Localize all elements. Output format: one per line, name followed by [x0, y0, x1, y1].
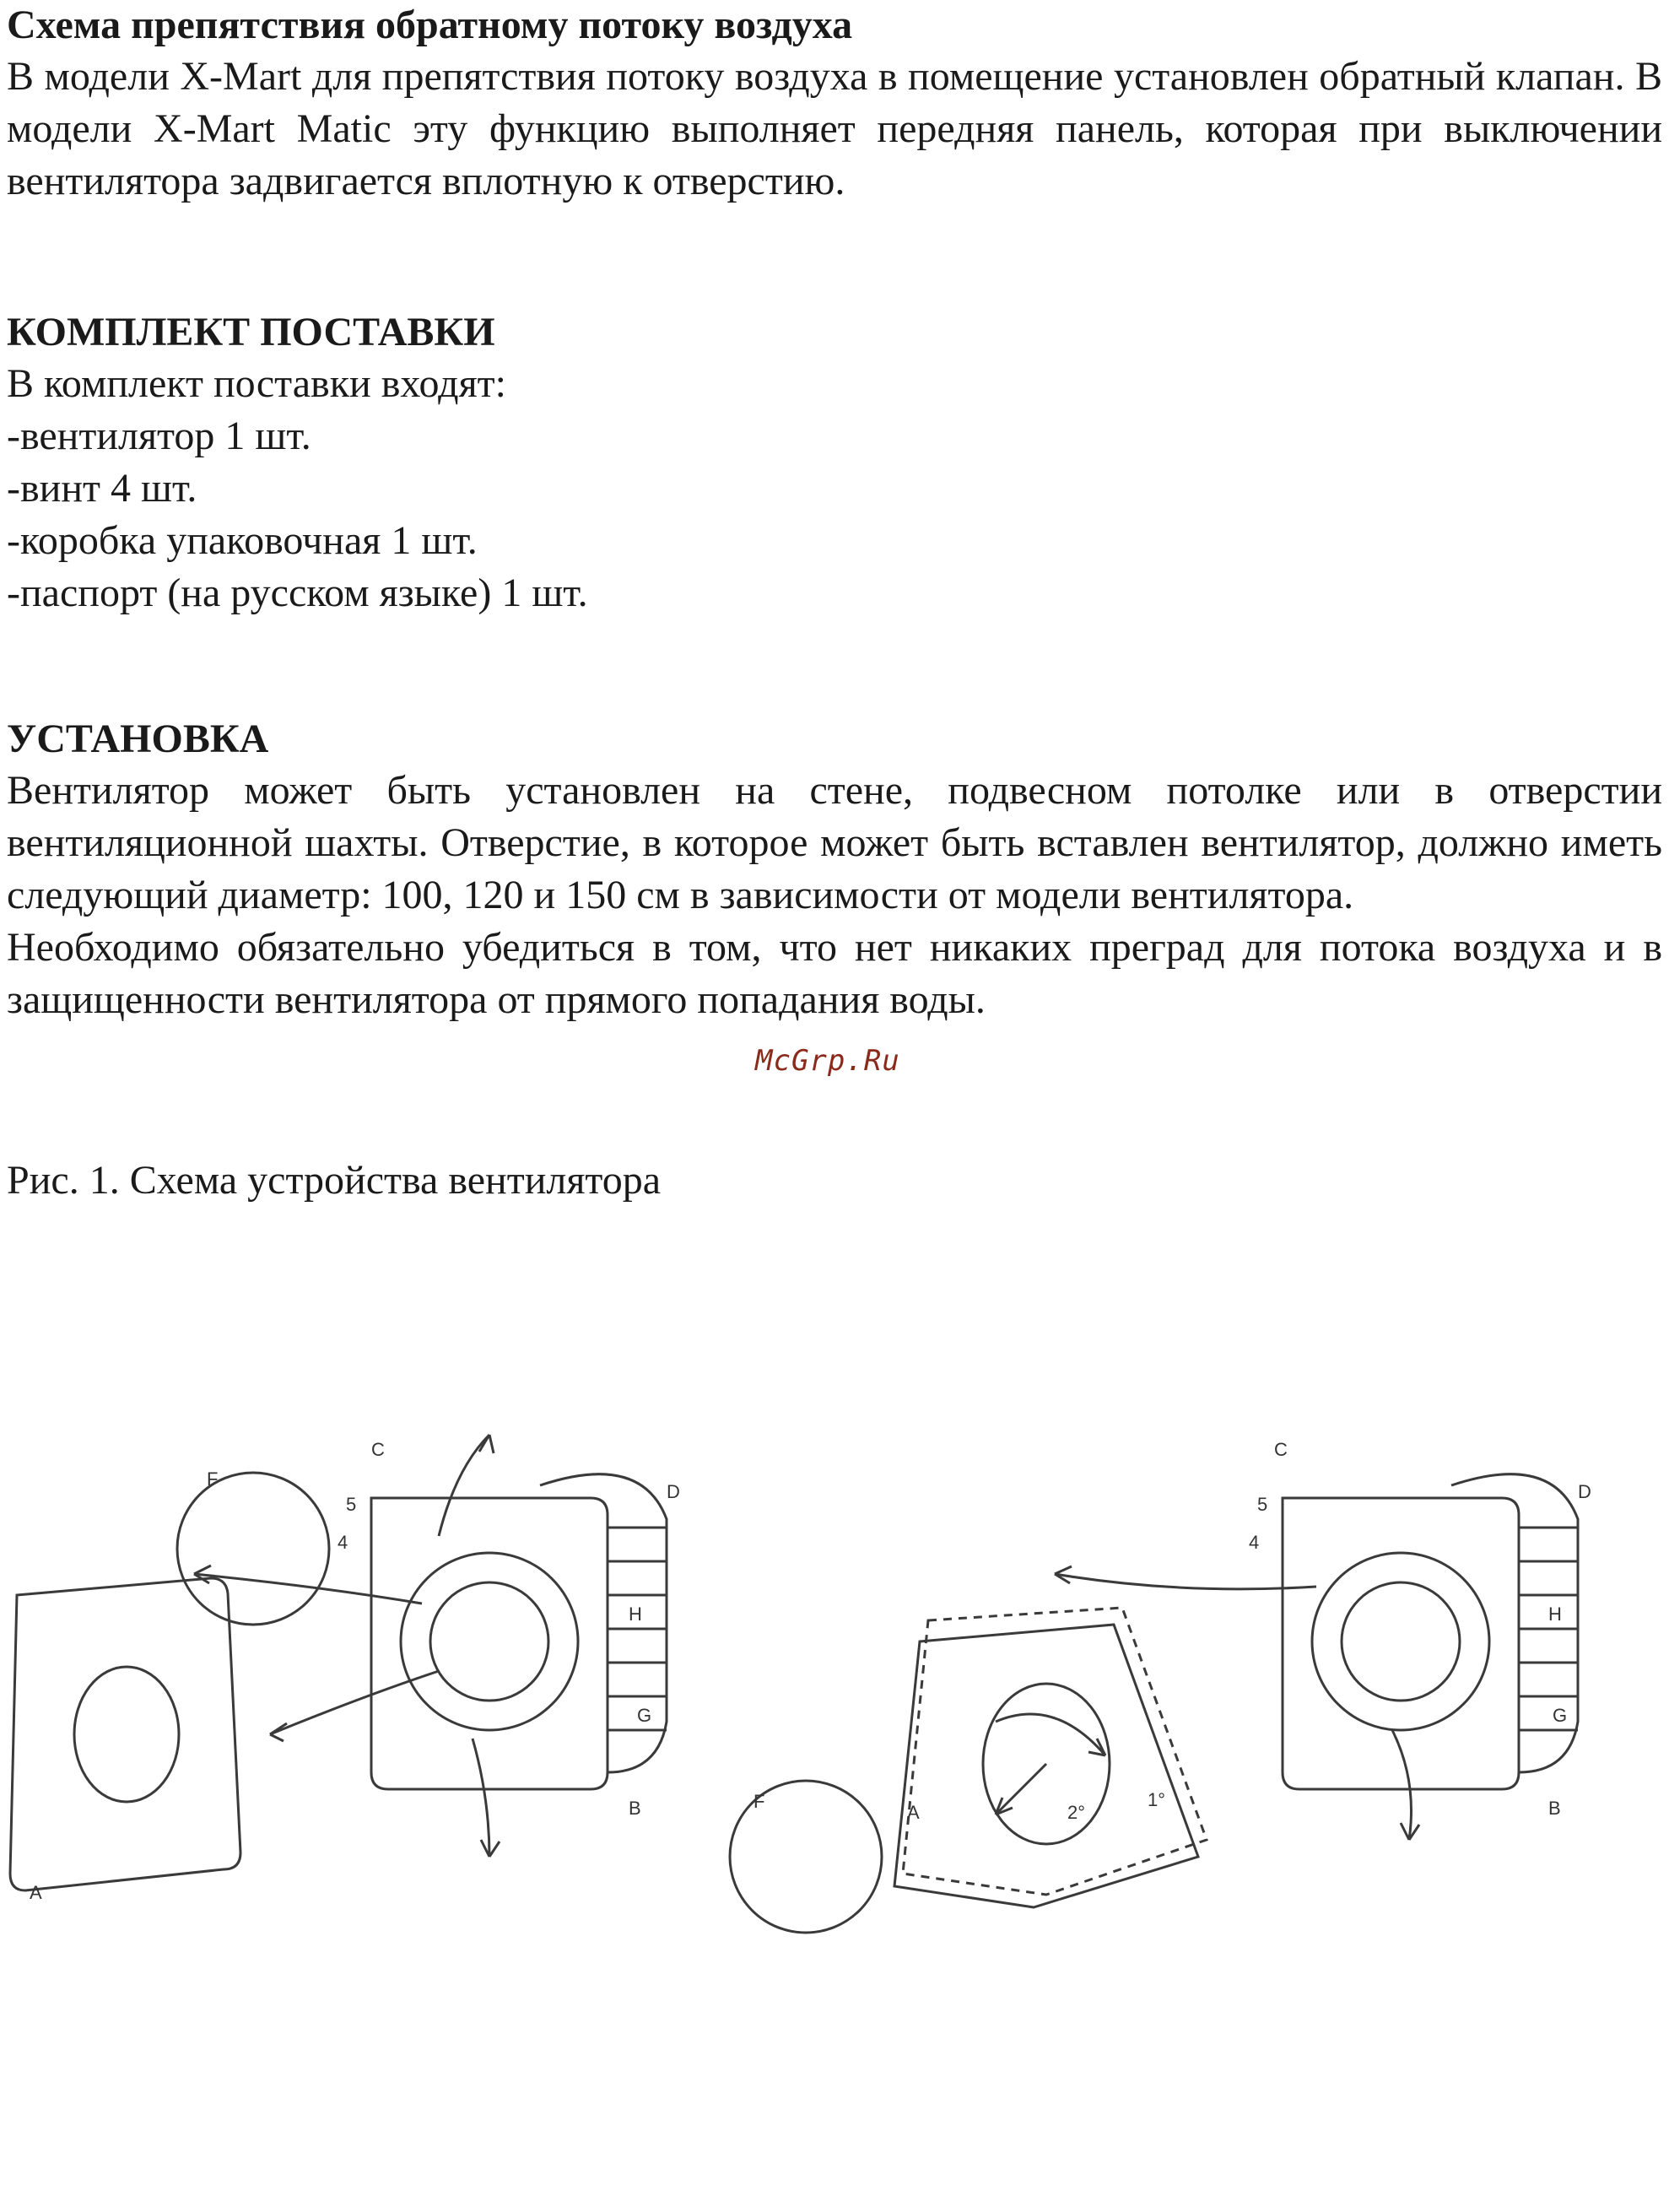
fan-diagram-figure: [0, 1418, 1669, 2212]
left-detail-inset: [177, 1473, 329, 1625]
label-h: H: [629, 1604, 642, 1625]
right-labels: [753, 1439, 1591, 1823]
label-angle-2: 2°: [1067, 1802, 1086, 1823]
installation-paragraph-2: Необходимо обязательно убедиться в том, что нет никаких преград для потока воздуха и в защищенности вентилятора от прямого попадания воды.: [7, 925, 1662, 1022]
package-item: -винт 4 шт.: [7, 466, 197, 511]
package-item: -паспорт (на русском языке) 1 шт.: [7, 571, 588, 615]
package-item: -вентилятор 1 шт.: [7, 414, 311, 458]
label-c: C: [1274, 1439, 1288, 1460]
label-g: G: [1553, 1705, 1568, 1726]
package-list: [7, 410, 1662, 619]
label-a: A: [30, 1882, 42, 1903]
section-title-installation: УСТАНОВКА: [7, 717, 269, 761]
right-fan-housing: [1283, 1474, 1578, 1789]
label-4: 4: [1249, 1532, 1260, 1553]
left-fan-housing: [371, 1474, 667, 1789]
section-title-backflow: Схема препятствия обратному потоку воздуха: [7, 3, 853, 47]
label-a: A: [907, 1802, 920, 1823]
right-rotating-panel: [894, 1608, 1207, 1907]
right-arrows: [996, 1566, 1419, 1840]
label-f: F: [753, 1791, 765, 1812]
label-5: 5: [346, 1494, 357, 1515]
label-b: B: [1548, 1798, 1561, 1819]
section-title-package: КОМПЛЕКТ ПОСТАВКИ: [7, 310, 495, 354]
label-b: B: [629, 1798, 641, 1819]
figure-caption: Рис. 1. Схема устройства вентилятора: [7, 1158, 662, 1203]
label-5: 5: [1257, 1494, 1268, 1515]
watermark-link[interactable]: McGrp.Ru: [755, 1044, 900, 1078]
left-labels: [30, 1439, 680, 1903]
label-d: D: [1578, 1481, 1591, 1502]
fan-diagram: [0, 1418, 1669, 2212]
label-4: 4: [338, 1532, 348, 1553]
backflow-paragraph: В модели X-Mart для препятствия потоку воздуха в помещение установлен обратный клапан. В модели X-Mart Matic эту функцию выполняет передняя панель, которая при выключении вентилятора задвигается вплотную к отверстию.: [7, 54, 1662, 203]
label-d: D: [667, 1481, 680, 1502]
package-item: -коробка упаковочная 1 шт.: [7, 518, 478, 563]
label-c: C: [371, 1439, 385, 1460]
label-h: H: [1548, 1604, 1562, 1625]
right-detail-inset: [730, 1781, 882, 1933]
document-page: [7, 0, 1662, 1026]
left-front-panel: [10, 1578, 240, 1890]
package-intro: В комплект поставки входят:: [7, 361, 506, 406]
installation-paragraph-1: Вентилятор может быть установлен на стене, подвесном потолке или в отверстии вентиляционной шахты. Отверстие, в которое может быть вставлен вентилятор, должно иметь следующий диаметр: 100, 120 и 150 см в зависимости от модели вентилятора.: [7, 768, 1662, 917]
label-g: G: [637, 1705, 652, 1726]
label-f: F: [207, 1468, 219, 1490]
label-angle-1: 1°: [1148, 1789, 1166, 1810]
